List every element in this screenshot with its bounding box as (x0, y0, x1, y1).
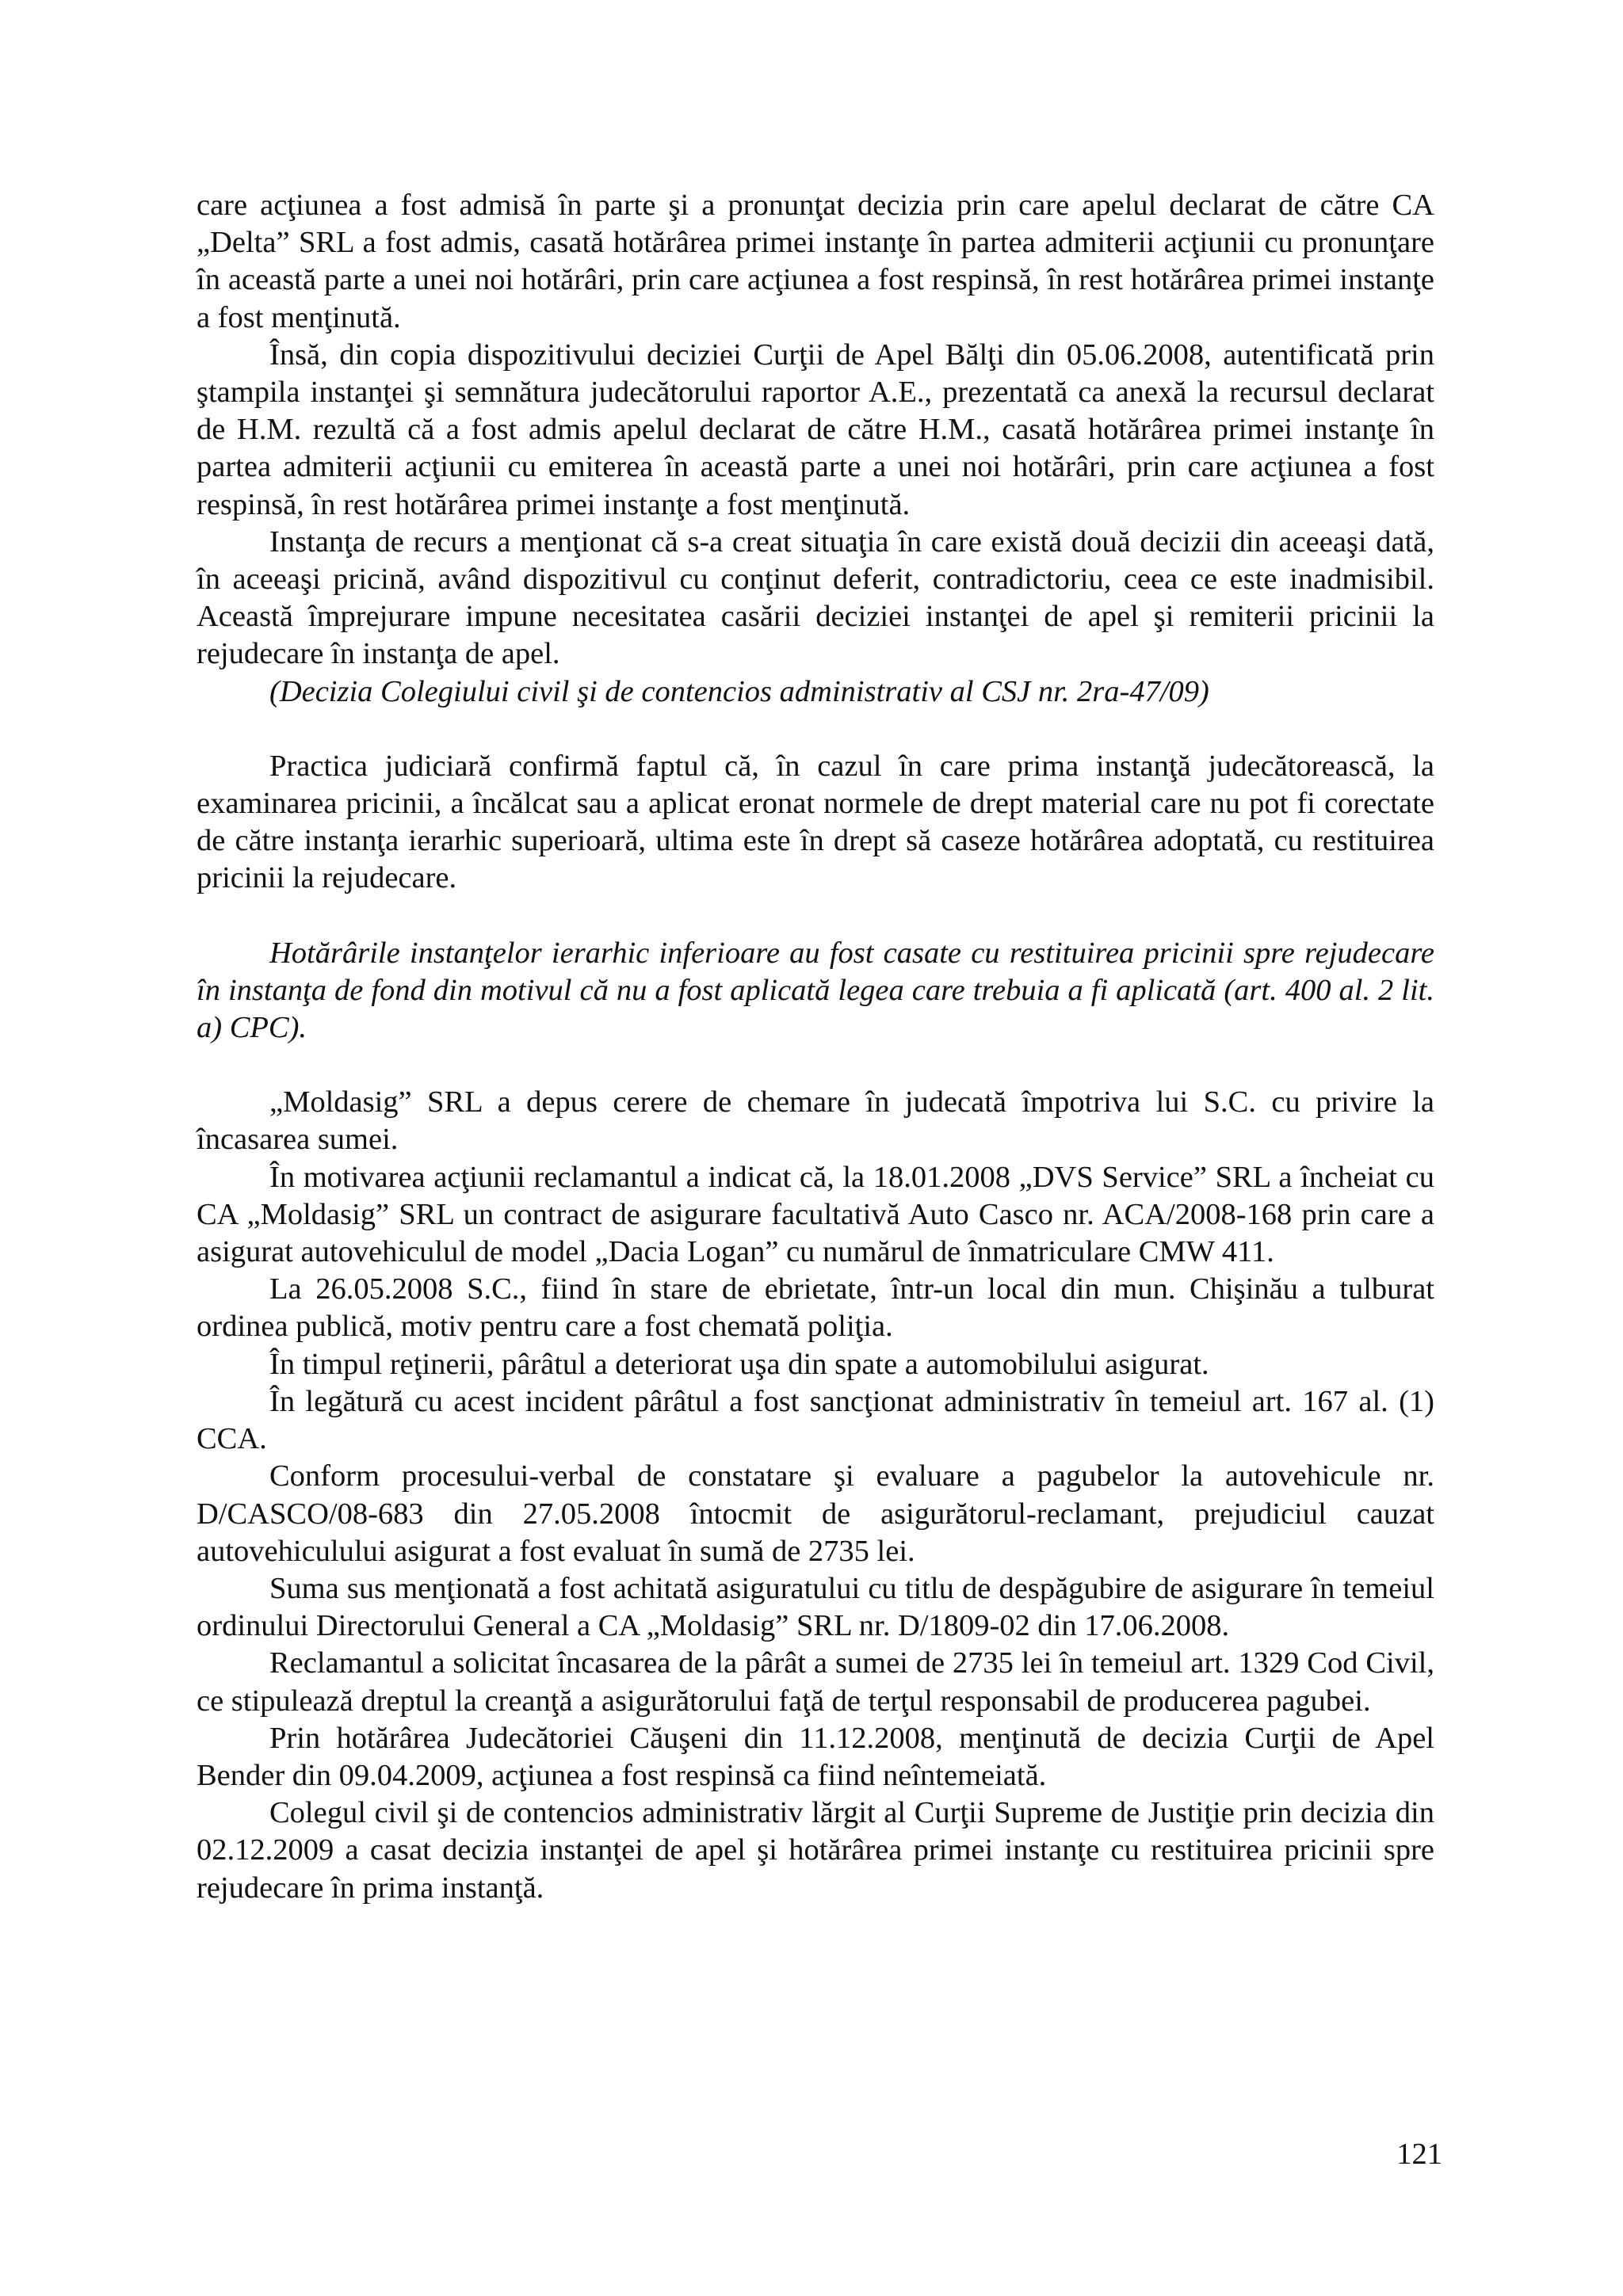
document-page (197, 187, 1434, 1907)
paragraph-payment: Suma sus menţionată a fost achitată asiguratului cu titlu de despăgubire de asigurare în temeiul ordinului Directorului General a CA „Moldasig” SRL nr. D/1809-02 din 17.06.2008. (197, 1571, 1434, 1643)
page-number: 121 (1396, 2138, 1442, 2171)
paragraph-sanction: În legătură cu acest incident pârâtul a fost sancţionat administrativ în temeiul art. 167 al. (1) CCA. (197, 1384, 1434, 1456)
paragraph-damage: În timpul reţinerii, pârâtul a deteriorat uşa din spate a automobilului asigurat. (269, 1347, 1209, 1381)
paragraph-motivation: În motivarea acţiunii reclamantul a indicat că, la 18.01.2008 „DVS Service” SRL a încheiat cu CA „Moldasig” SRL un contract de asigurare facultativă Auto Casco nr. ACA/2008-168 prin care a asigurat autovehiculul de model „Dacia Logan” cu numărul de înmatriculare CMW 411. (197, 1160, 1434, 1269)
paragraph-incident: La 26.05.2008 S.C., fiind în stare de ebrietate, într-un local din mun. Chişinău a tulburat ordinea publică, motiv pentru care a fost chemată poliţia. (197, 1272, 1434, 1344)
paragraph-case-intro: „Moldasig” SRL a depus cerere de chemare în judecată împotriva lui S.C. cu privire la încasarea sumei. (197, 1085, 1434, 1157)
citation-reference: (Decizia Colegiului civil şi de contencios administrativ al CSJ nr. 2ra-47/09) (269, 674, 1209, 708)
paragraph-claim: Reclamantul a solicitat încasarea de la pârât a sumei de 2735 lei în temeiul art. 1329 Cod Civil, ce stipulează dreptul la creanţă a asigurătorului faţă de terţul responsabil de producerea pagubei. (197, 1646, 1434, 1718)
paragraph-supreme-court: Colegul civil şi de contencios administrativ lărgit al Curţii Supreme de Justiţie prin decizia din 02.12.2009 a casat decizia instanţei de apel şi hotărârea primei instanţe cu restituirea pricinii spre rejudecare în prima instanţă. (197, 1796, 1434, 1905)
paragraph-1: care acţiunea a fost admisă în parte şi a pronunţat decizia prin care apelul declarat de către CA „Delta” SRL a fost admis, casată hotărârea primei instanţe în partea admiterii acţiunii cu pronunţare în această parte a unei noi hotărâri, prin care acţiunea a fost respinsă, în rest hotărârea primei instanţe a fost menţinută. (197, 189, 1434, 334)
paragraph-practice: Practica judiciară confirmă faptul că, în cazul în care prima instanţă judecătorească, la examinarea pricinii, a încălcat sau a aplicat eronat normele de drept material care nu pot fi corectate de către instanţa ierarhic superioară, ultima este în drept să caseze hotărârea adoptată, cu restituirea pricinii la rejudecare. (197, 749, 1434, 895)
paragraph-evaluation: Conform procesului-verbal de constatare şi evaluare a pagubelor la autovehicule nr. D/CASCO/08-683 din 27.05.2008 întocmit de asigurătorul-reclamant, prejudiciul cauzat autovehiculului asigurat a fost evaluat în sumă de 2735 lei. (197, 1459, 1434, 1568)
paragraph-3: Instanţa de recurs a menţionat că s-a creat situaţia în care există două decizii din aceeaşi dată, în aceeaşi pricină, având dispozitivul cu conţinut deferit, contradictoriu, ceea ce este inadmisibil. Această împrejurare impune necesitatea casării deciziei instanţei de apel şi remiterii pricinii la rejudecare în instanţa de apel. (197, 524, 1434, 671)
section-heading-italic: Hotărârile instanţelor ierarhic inferioare au fost casate cu restituirea pricinii spre rejudecare în instanţa de fond din motivul că nu a fost aplicată legea care trebuia a fi aplicată (art. 400 al. 2 lit. a) CPC). (197, 936, 1434, 1045)
paragraph-first-instance: Prin hotărârea Judecătoriei Căuşeni din 11.12.2008, menţinută de decizia Curţii de Apel Bender din 09.04.2009, acţiunea a fost respinsă ca fiind neîntemeiată. (197, 1721, 1434, 1792)
paragraph-2: Însă, din copia dispozitivului deciziei Curţii de Apel Bălţi din 05.06.2008, autentificată prin ştampila instanţei şi semnătura judecătorului raportor A.E., prezentată ca anexă la recursul declarat de H.M. rezultă că a fost admis apelul declarat de către H.M., casată hotărârea primei instanţe în partea admiterii acţiunii cu emiterea în această parte a unei noi hotărâri, prin care acţiunea a fost respinsă, în rest hotărârea primei instanţe a fost menţinută. (197, 338, 1434, 521)
